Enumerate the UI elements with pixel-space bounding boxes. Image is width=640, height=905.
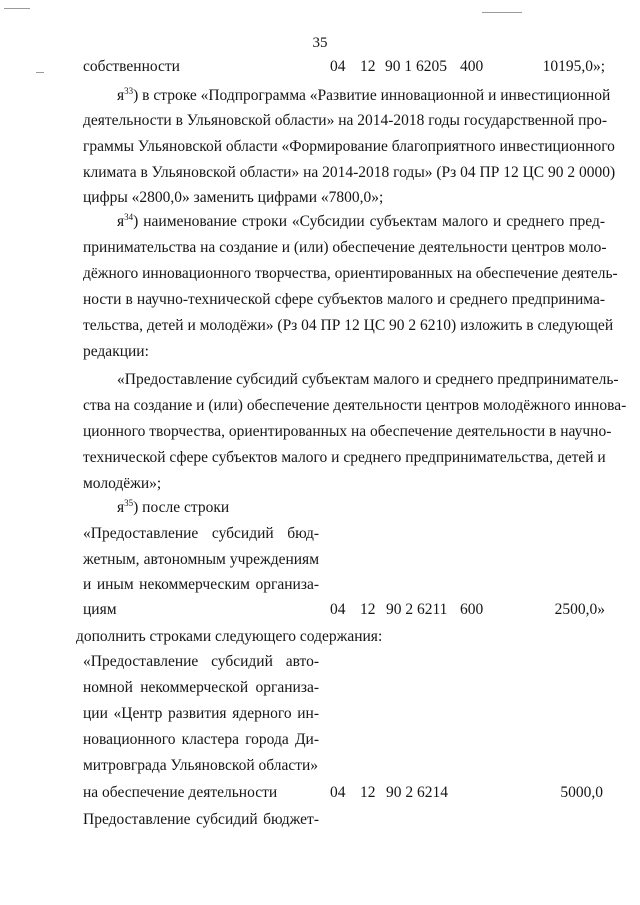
row-b-sum: 5000,0 [560, 784, 603, 801]
item33-marker: я [117, 87, 125, 104]
item33-first-line [117, 85, 611, 106]
row-b-name-line: «Предоставление субсидий авто- [83, 653, 319, 670]
row-b-name-line: ции «Центр развития ядерного ин- [83, 705, 319, 722]
row-b-name-mid: митровграда Ульяновской области» [83, 757, 319, 774]
row-a-sum: 2500,0» [554, 601, 605, 618]
scan-speck [36, 72, 44, 73]
quote-first-line: «Предоставление субсидий субъектам малого и среднего предприниматель- [117, 371, 619, 388]
item35-rest: ) после строки [133, 499, 230, 516]
row-c-name: Предоставление субсидий бюджет- [83, 811, 319, 828]
scan-speck [4, 8, 30, 9]
row-top-rz: 04 [330, 58, 346, 75]
item33-line: климата в Ульяновской области» на 2014-2018 годы» (Рз 04 ПР 12 ЦС 90 2 0000) [83, 164, 616, 181]
quote-line: технической сфере субъектов малого и среднего предпринимательства, детей и [83, 449, 606, 466]
item34-last-line: редакции: [83, 343, 149, 360]
item34-first-rest: ) наименование строки «Субсидии субъектам малого и среднего пред- [133, 213, 605, 230]
row-a-cs: 90 2 6211 [386, 601, 448, 618]
quote-line: ства на создание и (или) обеспечение деятельности центров молодёжного иннова- [83, 397, 627, 414]
item34-line: тельства, детей и молодёжи» (Рз 04 ПР 12 ЦС 90 2 6210) изложить в следующей [83, 317, 614, 334]
row-b-cs: 90 2 6214 [386, 784, 448, 801]
item34-line: ности в научно-технической сфере субъектов малого и среднего предпринима- [83, 291, 605, 308]
quote-last-line: молодёжи»; [83, 475, 162, 492]
row-a-name-line: жетным, автономным учреждениям [83, 551, 319, 568]
item33-line: граммы Ульяновской области «Формирование благоприятного инвестиционного [83, 138, 615, 155]
item35-sup: 35 [124, 497, 134, 508]
add-text: дополнить строками следующего содержания: [76, 628, 383, 645]
item34-line: принимательства на создание и (или) обеспечение деятельности центров моло- [83, 239, 607, 256]
page-number: 35 [312, 35, 328, 51]
row-top-sum: 10195,0»; [542, 58, 605, 75]
row-top-cs: 90 1 6205 [385, 58, 447, 75]
row-a-rz: 04 [330, 601, 346, 618]
row-a-pr: 12 [360, 601, 376, 618]
item34-first-line [117, 212, 605, 232]
row-a-name-line: «Предоставление субсидий бюд- [83, 525, 319, 542]
item34-line: дёжного инновационного творчества, ориентированных на обеспечение деятель- [83, 265, 618, 282]
row-top-pr: 12 [360, 58, 376, 75]
row-b-name-line: номной некоммерческой организа- [83, 679, 319, 696]
item33-first-rest: ) в строке «Подпрограмма «Развитие инновационной и инвестиционной [133, 87, 611, 104]
item33-last-line: цифры «2800,0» заменить цифрами «7800,0»; [83, 189, 384, 206]
row-a-name-line: и иным некоммерческим организа- [83, 576, 319, 593]
row-top-name: собственности [83, 58, 180, 75]
row-a-vr: 600 [460, 601, 484, 618]
item34-marker: я [117, 213, 125, 230]
item34-sup: 34 [124, 211, 134, 222]
item33-sup: 33 [124, 85, 134, 96]
row-b-rz: 04 [330, 784, 346, 801]
quote-line: ционного творчества, ориентированных на обеспечение деятельности в научно- [83, 423, 612, 440]
row-a-name-last: циям [83, 601, 117, 618]
row-b-name-line: новационного кластера города Ди- [83, 731, 319, 748]
row-top-vr: 400 [460, 58, 484, 75]
row-b-pr: 12 [360, 784, 376, 801]
item35-marker: я [117, 499, 125, 516]
scan-speck [482, 12, 522, 13]
item33-line: деятельности в Ульяновской области» на 2014-2018 годы государственной про- [83, 112, 608, 129]
row-b-name-last: на обеспечение деятельности [83, 784, 278, 801]
item35-line [117, 498, 229, 518]
